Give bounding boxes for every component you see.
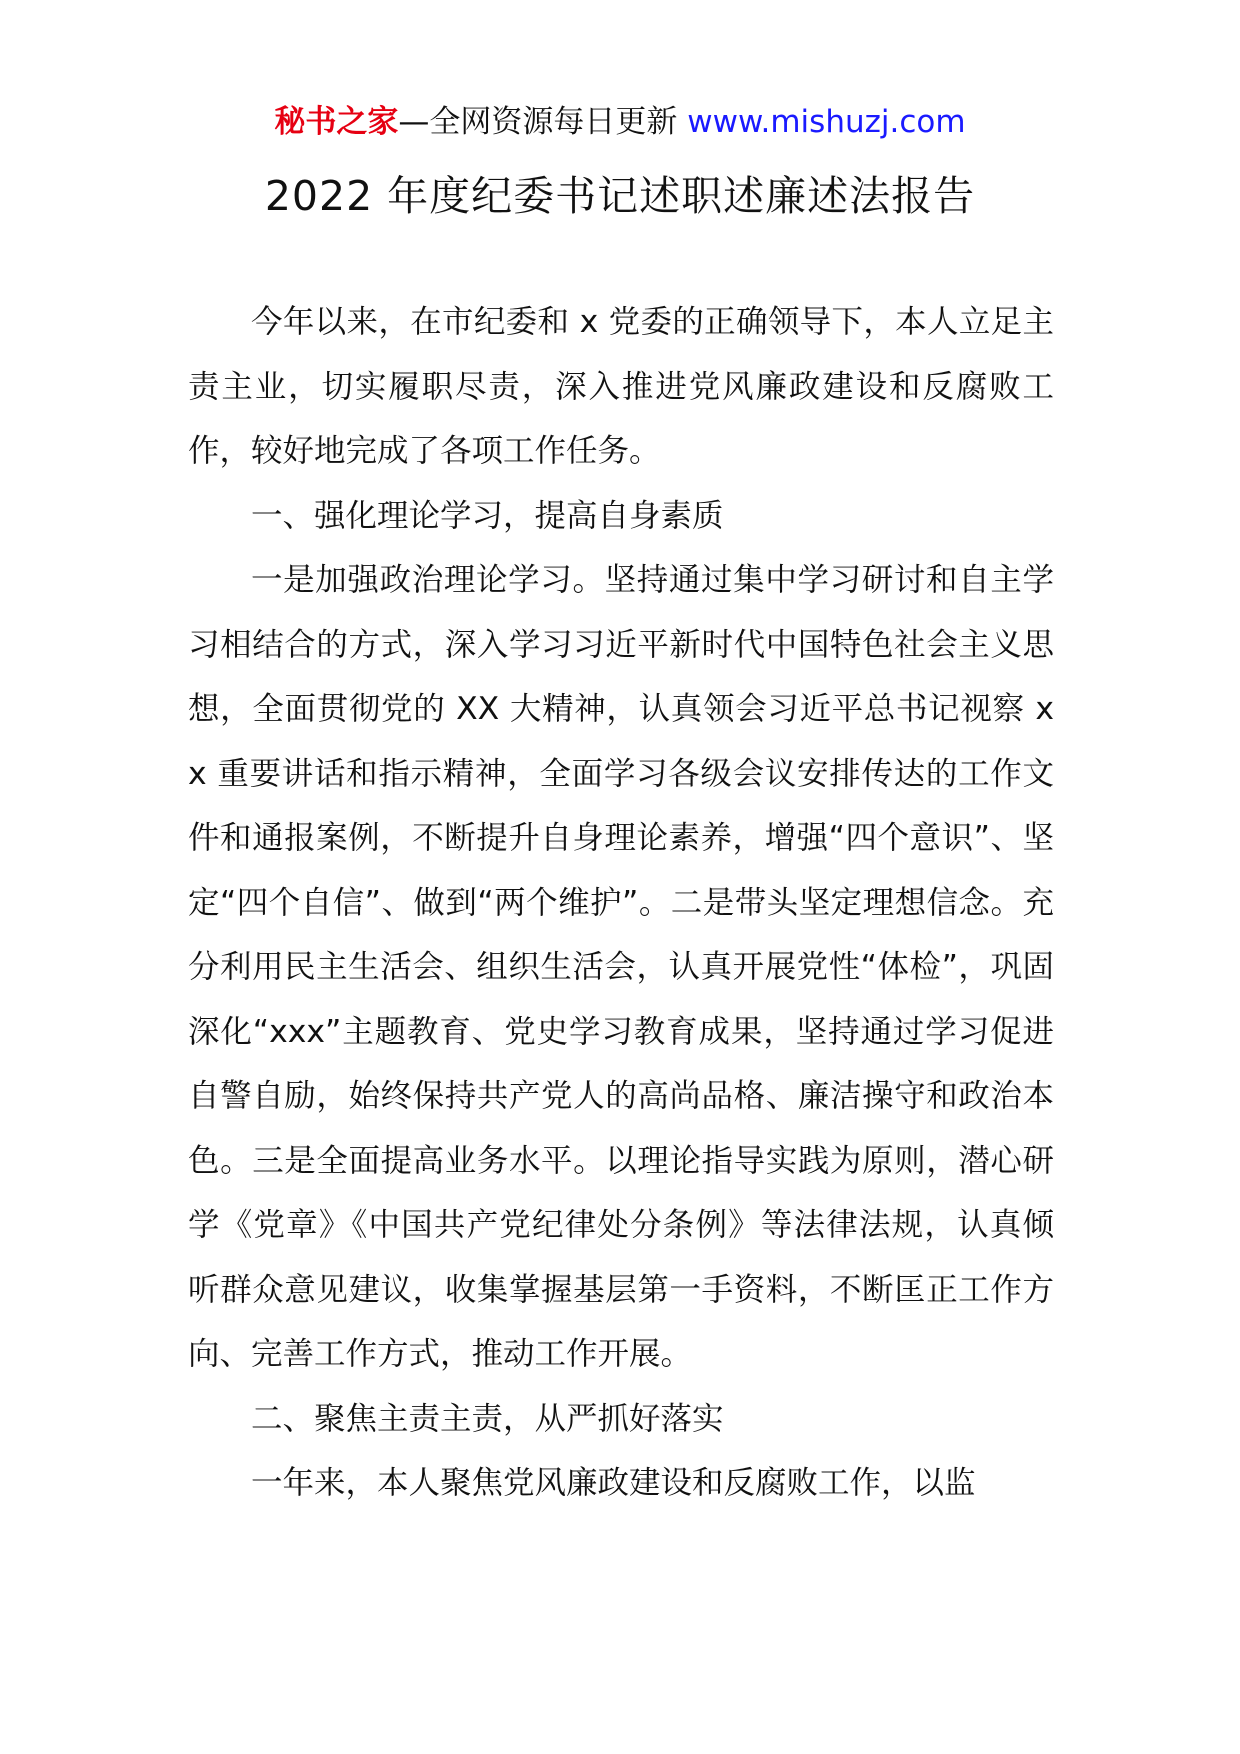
section-heading-1: 一、强化理论学习，提高自身素质 [251,497,724,534]
intro-paragraph: 今年以来，在市纪委和 x 党委的正确领导下，本人立足主责主业，切实履职尽责，深入推进党风廉政建设和反腐败工作，较好地完成了各项工作任务。 [188,304,1054,469]
site-url-link[interactable]: www.mishuzj.com [687,104,966,140]
site-header [0,100,1240,144]
document-body [188,290,1054,1516]
brand-name: 秘书之家 [274,104,399,140]
header-tagline: —全网资源每日更新 [398,104,688,140]
section-heading-2: 二、聚焦主责主责，从严抓好落实 [251,1400,724,1437]
section-2-paragraph: 一年来，本人聚焦党风廉政建设和反腐败工作，以监 [251,1465,976,1501]
section-1-paragraph: 一是加强政治理论学习。坚持通过集中学习研讨和自主学习相结合的方式，深入学习习近平新时代中国特色社会主义思想，全面贯彻党的 XX 大精神，认真领会习近平总书记视察 xx 重要讲话和指示精神，全面学习各级会议安排传达的工作文件和通报案例，不断提升自身理论素养，增强“四个意识”、坚定“四个自信”、做到“两个维护”。二是带头坚定理想信念。充分利用民主生活会、组织生活会，认真开展党性“体检”，巩固深化“xxx”主题教育、党史学习教育成果，坚持通过学习促进自警自励，始终保持共产党人的高尚品格、廉洁操守和政治本色。三是全面提高业务水平。以理论指导实践为原则，潜心研学《党章》《中国共产党纪律处分条例》等法律法规，认真倾听群众意见建议，收集掌握基层第一手资料，不断匡正工作方向、完善工作方式，推动工作开展。 [188,562,1054,1372]
document-title: 2022 年度纪委书记述职述廉述法报告 [264,172,976,220]
